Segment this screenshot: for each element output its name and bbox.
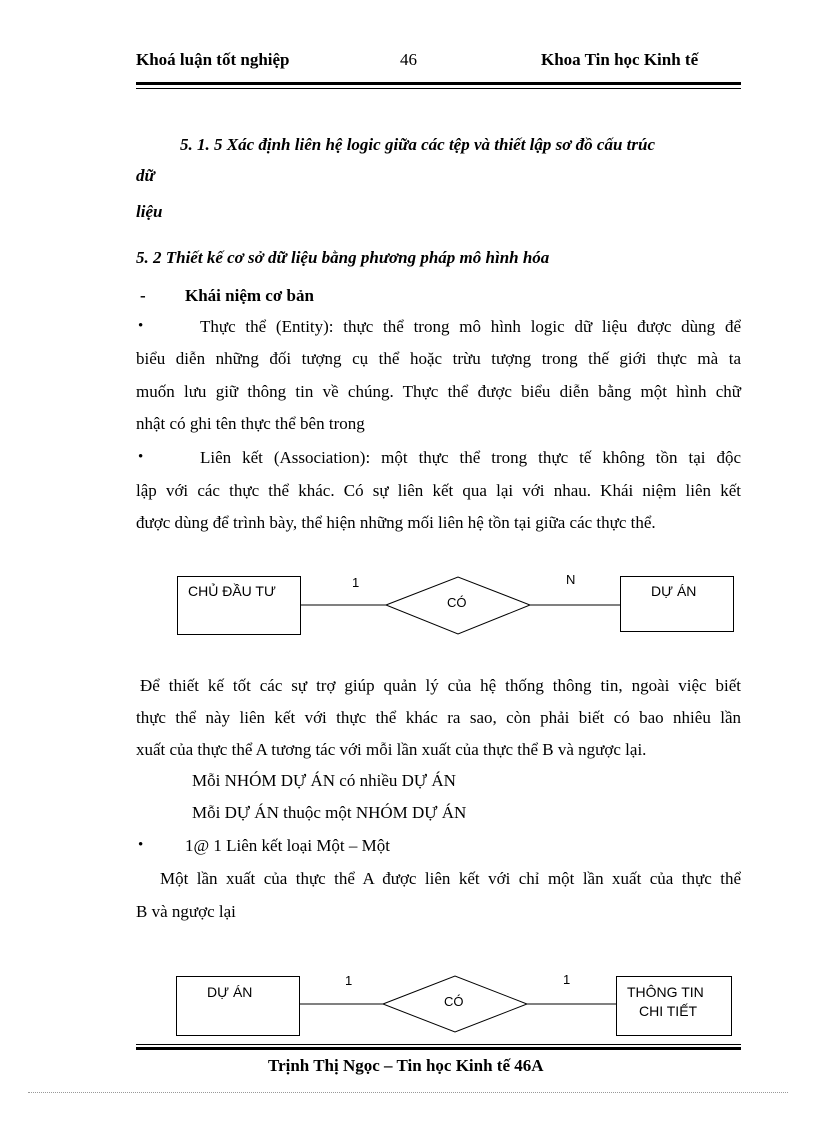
diagram2-right-entity-line1: THÔNG TIN [627,984,704,1000]
diagram2-right-cardinality: 1 [563,972,571,987]
footer-rule-thick [136,1047,741,1050]
paragraph2-line2: thực thể này liên kết với thực thể khác ra sao, còn phải biết có bao nhiêu lần [136,708,741,727]
diagram2-relation-label: CÓ [444,994,464,1009]
example-line2: Mỗi DỰ ÁN thuộc một NHÓM DỰ ÁN [192,803,467,822]
dash-marker: - [140,286,146,305]
diagram1-right-cardinality: N [566,572,576,587]
entity-line4: nhật có ghi tên thực thể bên trong [136,414,365,433]
diagram1-left-cardinality: 1 [352,575,360,590]
diagram2-right-entity-line2: CHI TIẾT [639,1003,698,1019]
one-to-one-line2: B và ngược lại [136,902,236,921]
bullet-association: • [138,449,144,465]
entity-line2: biểu diễn những đối tượng cụ thể hoặc trừu tượng trong thế giới thực mà ta [136,349,741,368]
page-number: 46 [400,50,417,69]
concepts-heading: Khái niệm cơ bản [185,286,314,305]
diagram1-left-entity-label: CHỦ ĐẦU TƯ [188,583,276,599]
page-bottom-dotted-line [28,1092,788,1093]
section-515-title-line3: liệu [136,202,163,221]
section-515-title-line2: dữ [136,166,155,185]
diagram1-left-entity [177,576,301,635]
association-line3: được dùng để trình bày, thể hiện những mối liên hệ tồn tại giữa các thực thể. [136,513,656,532]
diagram1-relation-label: CÓ [447,595,467,610]
one-to-one-line1: Một lần xuất của thực thể A được liên kết với chỉ một lần xuất của thực thể [160,869,741,888]
footer-text: Trịnh Thị Ngọc – Tin học Kinh tế 46A [268,1056,544,1075]
diagram2-left-entity-label: DỰ ÁN [207,984,253,1000]
header-right: Khoa Tin học Kinh tế [541,50,699,69]
association-line2: lập với các thực thể khác. Có sự liên kết qua lại với nhau. Khái niệm liên kết [136,481,741,500]
association-line1: Liên kết (Association): một thực thể trong thực tế không tồn tại độc [200,448,741,467]
diagram2-left-entity [176,976,300,1036]
example-line1: Mỗi NHÓM DỰ ÁN có nhiều DỰ ÁN [192,771,456,790]
section-515-title-line1: 5. 1. 5 Xác định liên hệ logic giữa các tệp và thiết lập sơ đồ cấu trúc [180,135,655,154]
paragraph2-line1: Để thiết kế tốt các sự trợ giúp quản lý của hệ thống thông tin, ngoài việc biết [140,676,741,695]
paragraph2-line3: xuất của thực thể A tương tác với mỗi lần xuất của thực thể B và ngược lại. [136,740,647,759]
footer-rule-thin [136,1044,741,1045]
bullet-entity: • [138,318,144,334]
one-to-one-title: 1@ 1 Liên kết loại Một – Một [185,836,390,855]
header-left: Khoá luận tốt nghiệp [136,50,290,69]
diagram1-right-entity-label: DỰ ÁN [651,583,697,599]
diagram2-right-entity [616,976,732,1036]
diagram1-right-entity [620,576,734,632]
entity-line3: muốn lưu giữ thông tin về chúng. Thực thể được biểu diễn bằng một hình chữ [136,382,741,401]
bullet-one-to-one: • [138,837,144,853]
section-52-title: 5. 2 Thiết kế cơ sở dữ liệu bằng phương pháp mô hình hóa [136,248,550,267]
entity-line1: Thực thể (Entity): thực thể trong mô hình logic dữ liệu được dùng để [200,317,741,336]
diagram2-left-cardinality: 1 [345,973,353,988]
